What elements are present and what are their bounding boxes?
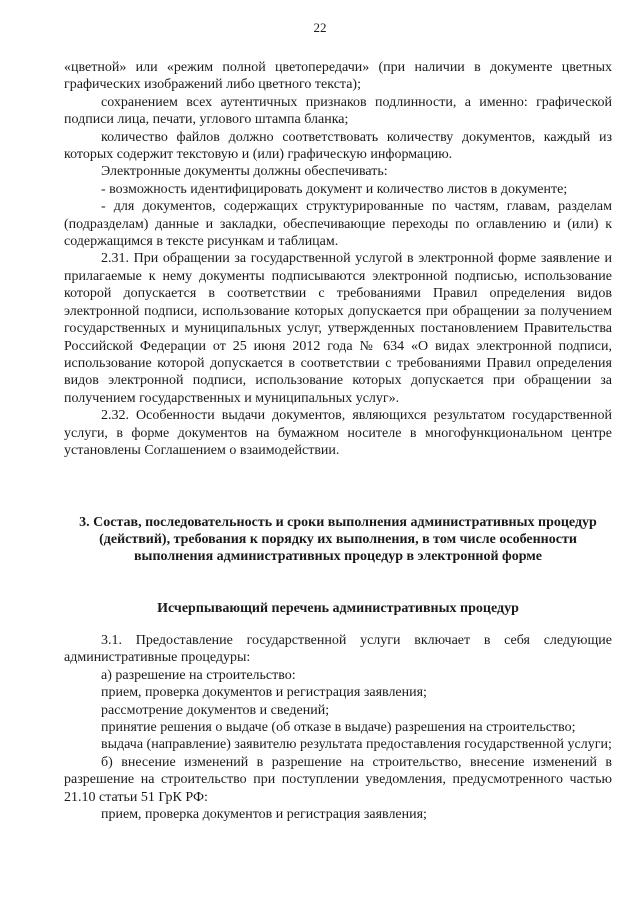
paragraph-structured-docs: - для документов, содержащих структурированные по частям, главам, разделам (подразделам) данные и закладки, обеспечивающие переходы по оглавлению и (или) к содержащимся в тексте рисункам и таблицам. xyxy=(64,199,612,250)
list-item: рассмотрение документов и сведений; xyxy=(101,702,330,718)
section-3-title: 3. Состав, последовательность и сроки выполнения административных процедур (действий), требования к порядку их выполнения, в том числе особенности выполнения административных процедур в электронной форме xyxy=(79,515,597,565)
body-text-bottom xyxy=(64,632,612,823)
list-item-b: б) внесение изменений в разрешение на строительство, внесение изменений в разрешение на строительство при поступлении уведомления, предусмотренного частью 21.10 статьи 51 ГрК РФ: xyxy=(64,754,612,805)
list-item: прием, проверка документов и регистрация заявления; xyxy=(101,685,427,701)
list-item: принятие решения о выдаче (об отказе в выдаче) разрешения на строительство; xyxy=(101,720,576,736)
subsection-title: Исчерпывающий перечень административных процедур xyxy=(157,601,519,616)
paragraph-identify-document: - возможность идентифицировать документ и количество листов в документе; xyxy=(101,181,568,197)
list-item: прием, проверка документов и регистрация заявления; xyxy=(101,807,427,823)
paragraph-3-1: 3.1. Предоставление государственной услуги включает в себя следующие административные процедуры: xyxy=(64,633,612,666)
list-item-a: а) разрешение на строительство: xyxy=(101,667,296,683)
body-text-top xyxy=(64,59,612,459)
paragraph-authenticity: сохранением всех аутентичных признаков подлинности, а именно: графической подписи лица, печати, углового штампа бланка; xyxy=(64,94,612,128)
paragraph-2-32: 2.32. Особенности выдачи документов, являющихся результатом государственной услуги, в форме документов на бумажном носителе в многофункциональном центре установлены Соглашением о взаимодействии. xyxy=(64,408,612,458)
paragraph-file-count: количество файлов должно соответствовать количеству документов, каждый из которых содержит текстовую и (или) графическую информацию. xyxy=(64,129,612,163)
paragraph-color-mode: «цветной» или «режим полной цветопередачи» (при наличии в документе цветных графических изображений либо цветного текста); xyxy=(64,60,612,93)
list-item: выдача (направление) заявителю результата предоставления государственной услуги; xyxy=(101,737,612,753)
paragraph-edocs-provide: Электронные документы должны обеспечивать: xyxy=(101,164,388,180)
paragraph-2-31: 2.31. При обращении за государственной услугой в электронной форме заявление и прилагаемые к нему документы подписываются электронной подписью, использование которой допускается в соответствии с требованиями Правил определения видов электронной подписи, использование которых допускается при обращении за получением государственных и муниципальных услуг, утвержденных постановлением Правительства Российской Федерации от 25 июня 2012 года № 634 «О видах электронной подписи, использование которой допускается в соответствии с требованиями Правил определения видов электронной подписи, использование которых допускается при обращении за получением государственных и муниципальных услуг». xyxy=(64,251,612,406)
page-number: 22 xyxy=(313,20,327,35)
